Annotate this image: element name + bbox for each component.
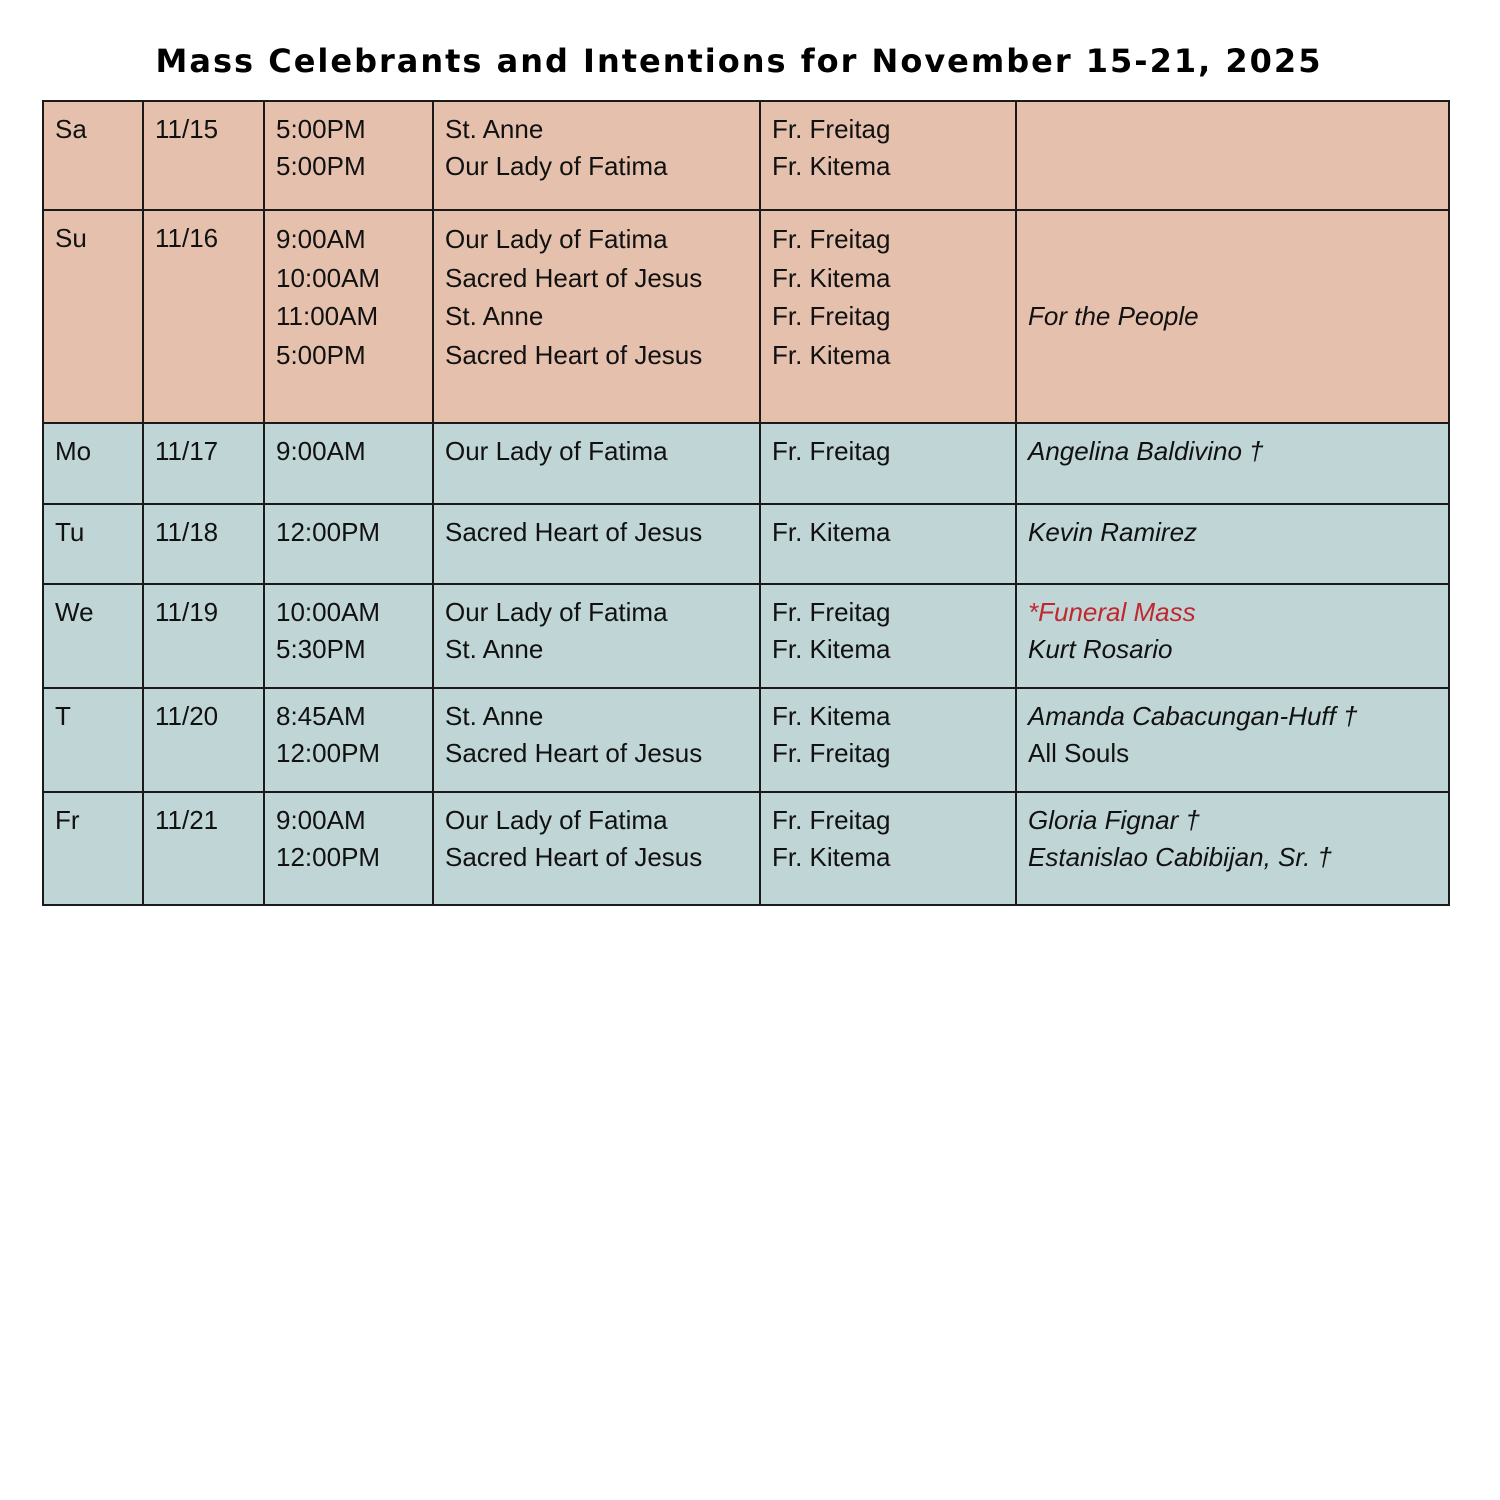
intention-text: Amanda Cabacungan-Huff † <box>1028 701 1358 731</box>
church-name: Our Lady of Fatima <box>445 436 668 466</box>
funeral-mass-note: *Funeral Mass <box>1028 597 1196 627</box>
mass-time: 5:00PM <box>276 114 366 144</box>
times-cell <box>264 101 433 210</box>
intention-text: Kevin Ramirez <box>1028 517 1198 547</box>
celebrant-cell <box>760 423 1016 504</box>
schedule-row-friday <box>43 792 1449 905</box>
church-cell <box>433 101 760 210</box>
mass-time: 8:45AM <box>276 701 366 731</box>
date-cell: 11/20 <box>143 688 264 792</box>
page-title: Mass Celebrants and Intentions for November 15-21, 2025 <box>155 42 1323 80</box>
day-cell: Tu <box>43 504 143 584</box>
celebrant-cell <box>760 584 1016 688</box>
church-name: Our Lady of Fatima <box>445 805 668 835</box>
intention-text: All Souls <box>1028 738 1130 768</box>
times-cell <box>264 688 433 792</box>
schedule-row-tuesday <box>43 504 1449 584</box>
day-cell: T <box>43 688 143 792</box>
church-name: St. Anne <box>445 301 544 331</box>
church-name: Sacred Heart of Jesus <box>445 262 703 293</box>
intention-cell <box>1016 210 1449 423</box>
schedule-row-sunday <box>43 210 1449 423</box>
celebrant-name: Fr. Freitag <box>772 805 891 835</box>
church-name: Our Lady of Fatima <box>445 151 668 181</box>
church-name: Sacred Heart of Jesus <box>445 738 703 768</box>
celebrant-name: Fr. Kitema <box>772 701 891 731</box>
celebrant-cell <box>760 792 1016 905</box>
celebrant-name: Fr. Freitag <box>772 738 891 768</box>
date-cell: 11/18 <box>143 504 264 584</box>
celebrant-name: Fr. Kitema <box>772 634 891 664</box>
intention-cell <box>1016 688 1449 792</box>
day-cell: Fr <box>43 792 143 905</box>
mass-time: 5:00PM <box>276 151 366 181</box>
church-cell <box>433 504 760 584</box>
schedule-row-monday <box>43 423 1449 504</box>
day-cell: Sa <box>43 101 143 210</box>
date-cell: 11/21 <box>143 792 264 905</box>
day-cell: Su <box>43 210 143 423</box>
intention-cell <box>1016 504 1449 584</box>
intention-text: Estanislao Cabibijan, Sr. † <box>1028 842 1332 872</box>
date-cell: 11/17 <box>143 423 264 504</box>
celebrant-name: Fr. Kitema <box>772 339 891 370</box>
church-cell <box>433 584 760 688</box>
celebrant-name: Fr. Kitema <box>772 517 891 547</box>
mass-time: 5:00PM <box>276 339 366 370</box>
church-name: St. Anne <box>445 701 544 731</box>
celebrant-cell <box>760 688 1016 792</box>
day-cell: Mo <box>43 423 143 504</box>
celebrant-name: Fr. Freitag <box>772 301 891 331</box>
church-name: Our Lady of Fatima <box>445 597 668 627</box>
schedule-row-wednesday <box>43 584 1449 688</box>
celebrant-name: Fr. Kitema <box>772 151 891 181</box>
church-cell <box>433 210 760 423</box>
mass-time: 5:30PM <box>276 634 366 664</box>
mass-time: 12:00PM <box>276 517 381 547</box>
church-name: Sacred Heart of Jesus <box>445 842 703 872</box>
celebrant-name: Fr. Freitag <box>772 114 891 144</box>
mass-time: 12:00PM <box>276 738 381 768</box>
mass-time: 11:00AM <box>276 301 379 331</box>
church-name: St. Anne <box>445 634 544 664</box>
church-name: Our Lady of Fatima <box>445 224 668 254</box>
mass-time: 9:00AM <box>276 436 366 466</box>
celebrant-cell <box>760 101 1016 210</box>
celebrant-name: Fr. Kitema <box>772 262 891 293</box>
times-cell <box>264 210 433 423</box>
celebrant-name: Fr. Freitag <box>772 436 891 466</box>
times-cell <box>264 504 433 584</box>
celebrant-cell <box>760 504 1016 584</box>
intention-text: Kurt Rosario <box>1028 634 1173 664</box>
mass-time: 10:00AM <box>276 262 381 293</box>
intention-text: For the People <box>1028 301 1199 331</box>
schedule-row-thursday <box>43 688 1449 792</box>
celebrant-name: Fr. Freitag <box>772 224 891 254</box>
mass-time: 12:00PM <box>276 842 381 872</box>
intention-cell <box>1016 584 1449 688</box>
church-name: Sacred Heart of Jesus <box>445 339 703 370</box>
intention-text: Gloria Fignar † <box>1028 805 1200 835</box>
church-cell <box>433 688 760 792</box>
celebrant-name: Fr. Freitag <box>772 597 891 627</box>
intention-cell <box>1016 423 1449 504</box>
celebrant-name: Fr. Kitema <box>772 842 891 872</box>
church-cell <box>433 423 760 504</box>
day-cell: We <box>43 584 143 688</box>
mass-time: 10:00AM <box>276 597 381 627</box>
intention-cell <box>1016 101 1449 210</box>
mass-time: 9:00AM <box>276 805 366 835</box>
mass-schedule-table <box>42 100 1450 906</box>
times-cell <box>264 423 433 504</box>
date-cell: 11/19 <box>143 584 264 688</box>
date-cell: 11/15 <box>143 101 264 210</box>
church-name: St. Anne <box>445 114 544 144</box>
celebrant-cell <box>760 210 1016 423</box>
intention-text: Angelina Baldivino † <box>1028 436 1264 466</box>
church-cell <box>433 792 760 905</box>
mass-time: 9:00AM <box>276 224 366 254</box>
intention-cell <box>1016 792 1449 905</box>
times-cell <box>264 584 433 688</box>
schedule-row-saturday <box>43 101 1449 210</box>
times-cell <box>264 792 433 905</box>
date-cell: 11/16 <box>143 210 264 423</box>
church-name: Sacred Heart of Jesus <box>445 517 703 547</box>
